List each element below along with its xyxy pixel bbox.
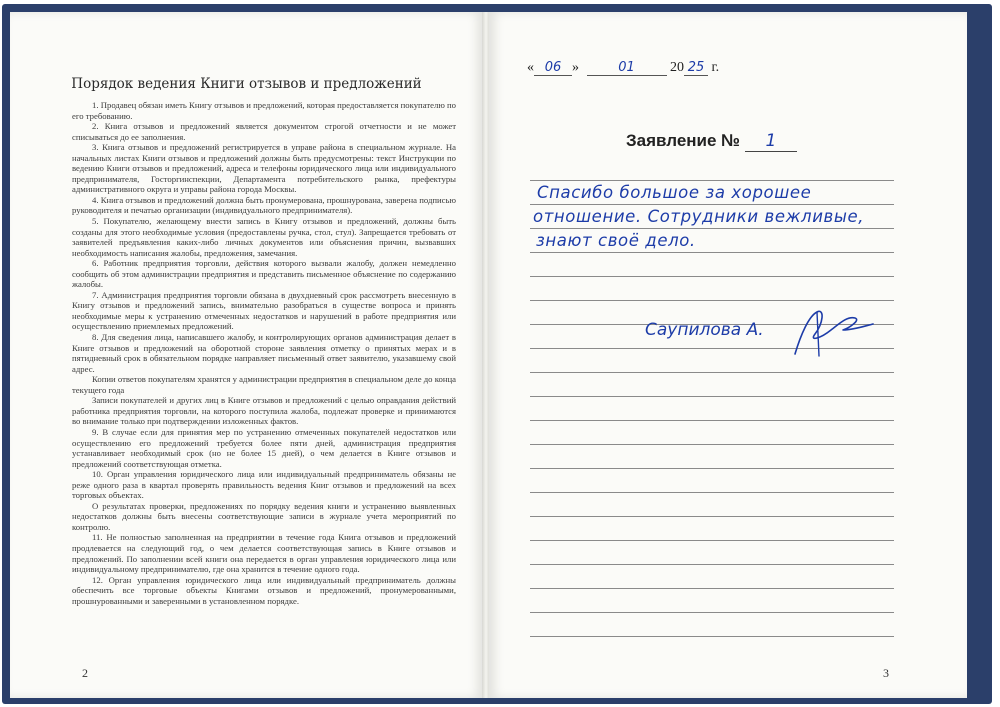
rules-paragraph: 2. Книга отзывов и предложений является документом строгой отчетности и не может списываться до ее заполнения. <box>72 121 456 142</box>
ruled-line <box>530 492 894 493</box>
page-number-left: 2 <box>82 666 88 680</box>
ruled-line <box>530 564 894 565</box>
ruled-line <box>530 516 894 517</box>
rules-title: Порядок ведения Книги отзывов и предложений <box>71 76 422 92</box>
rules-paragraph: 4. Книга отзывов и предложений должна быть пронумерована, прошнурована, заверена подписью руководителя и печатью организации (индивидуального предпринимателя). <box>72 194 456 216</box>
handwritten-line: отношение. Сотрудники вежливые, <box>533 207 865 226</box>
ruled-line <box>530 228 894 229</box>
rules-paragraph: 10. Орган управления юридического лица или индивидуальный предприниматель обязаны не реже одного раза в квартал проверять правильность ведения Книг отзывов и предложений на всех торговых объектах. <box>72 469 456 501</box>
handwritten-line: знают своё дело. <box>536 231 696 250</box>
rules-paragraph: 1. Продавец обязан иметь Книгу отзывов и предложений, которая предоставляется покупателю по его требованию. <box>72 100 456 121</box>
ruled-line <box>530 372 894 373</box>
statement-number: 1 <box>745 131 797 152</box>
date-year-prefix: 20 <box>670 60 684 75</box>
ruled-line <box>530 468 894 469</box>
ruled-line <box>530 540 894 541</box>
statement-label: Заявление № <box>626 131 741 150</box>
signature-mark <box>787 294 877 364</box>
rules-paragraph: 11. Не полностью заполненная на предприятии в течение года Книга отзывов и предложений продлевается на следующий год, о чем делается соответствующая запись в Книге отзывов и предложений. По заполнении всей книги она передается в орган управления юридического лица или индивидуальному предпринимателю, где она хранится в течение одного года. <box>72 532 456 575</box>
ruled-line <box>530 396 894 397</box>
statement-title <box>626 131 797 152</box>
rules-paragraph: Копии ответов покупателям хранятся у администрации предприятия в специальном деле до конца текущего года <box>72 374 456 395</box>
rules-text <box>72 100 456 606</box>
rules-paragraph: О результатах проверки, предложениях по порядку ведения книги и устранению выявленных недостатков должны быть внесены соответствующие записи в журнале учета мероприятий по контролю. <box>72 500 456 532</box>
date-line <box>527 60 719 76</box>
left-page <box>10 12 483 698</box>
ruled-line <box>530 636 894 637</box>
ruled-line <box>530 444 894 445</box>
ruled-line <box>530 252 894 253</box>
ruled-line <box>530 204 894 205</box>
right-page <box>489 12 967 698</box>
rules-paragraph: 5. Покупателю, желающему внести запись в Книгу отзывов и предложений, должны быть созданы для этого необходимые условия (предоставлены ручка, стол, стул). Запрещается требовать от заявителей предъявления каких-либо личных документов или объяснения причин, вызвавших необходимость написания жалобы, предложения, замечания. <box>72 216 456 258</box>
page-number-right: 3 <box>883 666 889 680</box>
rules-paragraph: 12. Орган управления юридического лица или индивидуальный предприниматель должны обеспечить все торговые объекты Книгами отзывов и предложений, пронумерованными, прошнурованными и заверенными в установленном порядке. <box>72 574 456 606</box>
ruled-line <box>530 180 894 181</box>
date-year-suffix: 25 <box>684 60 708 76</box>
rules-paragraph: 3. Книга отзывов и предложений регистрируется в управе района в специальном журнале. На начальных листах Книги отзывов и предложений должны быть предусмотрены: текст Инструкции по ведению Книги отзывов и предложений, адреса и телефоны юридического лица или индивидуального предпринимателя, Госторгинспекции, Департамента потребительского рынка, префектуры административного округа и управы района города Москвы. <box>72 142 456 195</box>
ruled-line <box>530 612 894 613</box>
rules-paragraph: 7. Администрация предприятия торговли обязана в двухдневный срок рассмотреть внесенную в Книгу отзывов и предложений запись, внимательно разобраться в существе вопроса и принять необходимые меры к устранению отмеченных недостатков и нарушений в работе предприятия или осуществлению приемлемых предложений. <box>72 289 456 332</box>
ruled-line <box>530 420 894 421</box>
date-open-quote: « <box>527 60 534 75</box>
ruled-line <box>530 588 894 589</box>
rules-paragraph: 9. В случае если для принятия мер по устранению отмеченных покупателей недостатков или осуществлению его предложений требуется более пяти дней, администрация предприятия устанавливает необходимый срок (но не более 15 дней), о чем делается в Книге отзывов и предложений соответствующая отметка. <box>72 426 456 469</box>
rules-paragraph: 6. Работник предприятия торговли, действия которого вызвали жалобу, должен немедленно сообщить об этом администрации предприятия и представить письменное объяснение по содержанию жалобы. <box>72 258 456 290</box>
date-day: 06 <box>534 60 572 76</box>
date-year-unit: г. <box>711 60 720 75</box>
date-month: 01 <box>587 60 667 76</box>
date-close-quote: » <box>572 60 579 75</box>
handwritten-line: Спасибо большое за хорошее <box>537 183 812 202</box>
signature-name: Саупилова А. <box>645 320 764 340</box>
rules-paragraph: Записи покупателей и других лиц в Книге отзывов и предложений с целью оправдания действий работника предприятия торговли, на которого поступила жалоба, подлежат проверке и принимаются во внимание только при подтверждении изложенных фактов. <box>72 395 456 427</box>
ruled-line <box>530 276 894 277</box>
rules-paragraph: 8. Для сведения лица, написавшего жалобу, и контролирующих органов администрация делает в Книге отзывов и предложений на оборотной стороне заявления отметку о принятых мерах и в пятидневный срок в обязательном порядке направляет письменный ответ заявителю, указавшему свой адрес. <box>72 332 456 374</box>
